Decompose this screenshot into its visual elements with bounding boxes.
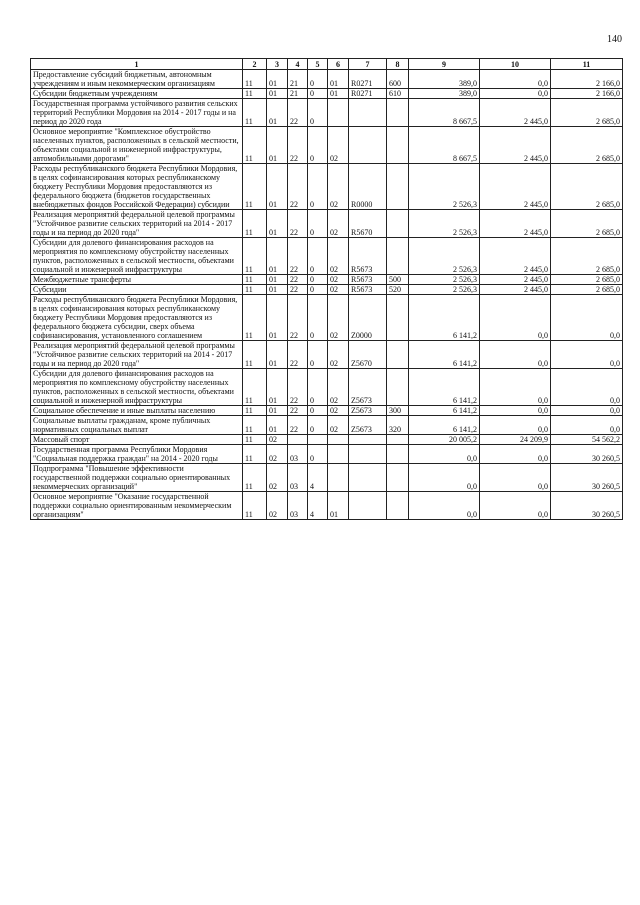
code-cell: 4 bbox=[308, 464, 328, 492]
code-cell: 11 bbox=[243, 416, 267, 435]
row-description: Субсидии для долевого финансирования расходов на мероприятия по комплексному обустройству населенных пунктов, расположенных в сельской местности, объектами социальной и инженерной инфраструктуры bbox=[31, 238, 243, 275]
amount-cell: 0,0 bbox=[551, 416, 623, 435]
code-cell: Z5673 bbox=[349, 416, 387, 435]
table-row bbox=[31, 445, 623, 464]
row-description: Социальное обеспечение и иные выплаты населению bbox=[31, 406, 243, 416]
row-description: Межбюджетные трансферты bbox=[31, 275, 243, 285]
code-cell bbox=[387, 435, 409, 445]
amount-cell: 2 445,0 bbox=[480, 127, 551, 164]
code-cell: 21 bbox=[288, 89, 308, 99]
page-number: 140 bbox=[607, 34, 622, 45]
code-cell: 0 bbox=[308, 127, 328, 164]
table-row bbox=[31, 238, 623, 275]
amount-cell: 2 685,0 bbox=[551, 127, 623, 164]
code-cell bbox=[349, 127, 387, 164]
code-cell: 22 bbox=[288, 369, 308, 406]
amount-cell: 0,0 bbox=[551, 295, 623, 341]
table-row bbox=[31, 295, 623, 341]
code-cell: 01 bbox=[267, 406, 288, 416]
code-cell bbox=[308, 435, 328, 445]
column-header: 10 bbox=[480, 59, 551, 70]
code-cell: 02 bbox=[328, 127, 349, 164]
code-cell: 11 bbox=[243, 464, 267, 492]
amount-cell: 6 141,2 bbox=[409, 406, 480, 416]
column-header: 8 bbox=[387, 59, 409, 70]
amount-cell: 6 141,2 bbox=[409, 295, 480, 341]
table-row bbox=[31, 89, 623, 99]
code-cell: 01 bbox=[267, 341, 288, 369]
table-row bbox=[31, 406, 623, 416]
amount-cell: 0,0 bbox=[480, 445, 551, 464]
code-cell: 02 bbox=[328, 295, 349, 341]
code-cell: 01 bbox=[267, 369, 288, 406]
code-cell: 600 bbox=[387, 70, 409, 89]
code-cell: 0 bbox=[308, 99, 328, 127]
amount-cell: 0,0 bbox=[480, 89, 551, 99]
amount-cell: 2 445,0 bbox=[480, 99, 551, 127]
code-cell: 22 bbox=[288, 341, 308, 369]
code-cell: 0 bbox=[308, 275, 328, 285]
amount-cell: 30 260,5 bbox=[551, 445, 623, 464]
table-body bbox=[31, 70, 623, 520]
amount-cell: 0,0 bbox=[409, 492, 480, 520]
code-cell: 0 bbox=[308, 285, 328, 295]
header-row bbox=[31, 59, 623, 70]
code-cell: 02 bbox=[267, 464, 288, 492]
amount-cell: 24 209,9 bbox=[480, 435, 551, 445]
code-cell: 0 bbox=[308, 416, 328, 435]
code-cell: 02 bbox=[328, 341, 349, 369]
code-cell: 03 bbox=[288, 492, 308, 520]
column-header: 4 bbox=[288, 59, 308, 70]
amount-cell: 6 141,2 bbox=[409, 416, 480, 435]
code-cell: Z5673 bbox=[349, 406, 387, 416]
column-header: 6 bbox=[328, 59, 349, 70]
code-cell: 11 bbox=[243, 127, 267, 164]
amount-cell: 0,0 bbox=[480, 464, 551, 492]
code-cell: 11 bbox=[243, 210, 267, 238]
amount-cell: 2 685,0 bbox=[551, 210, 623, 238]
amount-cell: 2 685,0 bbox=[551, 238, 623, 275]
table-row bbox=[31, 492, 623, 520]
code-cell: 22 bbox=[288, 416, 308, 435]
code-cell: 02 bbox=[328, 369, 349, 406]
table-row bbox=[31, 127, 623, 164]
row-description: Основное мероприятие "Комплексное обустройство населенных пунктов, расположенных в сельской местности, объектами социальной и инженерной инфраструктуры, автомобильными дорогами" bbox=[31, 127, 243, 164]
code-cell bbox=[288, 435, 308, 445]
code-cell: 11 bbox=[243, 99, 267, 127]
row-description: Основное мероприятие "Оказание государственной поддержки социально ориентированным некоммерческим организациям" bbox=[31, 492, 243, 520]
row-description: Реализация мероприятий федеральной целевой программы "Устойчивое развитие сельских территорий на 2014 - 2017 годы и на период до 2020 года" bbox=[31, 341, 243, 369]
amount-cell: 0,0 bbox=[480, 406, 551, 416]
code-cell: 01 bbox=[267, 99, 288, 127]
code-cell: 21 bbox=[288, 70, 308, 89]
code-cell: 02 bbox=[328, 238, 349, 275]
code-cell: 02 bbox=[328, 285, 349, 295]
code-cell: 11 bbox=[243, 238, 267, 275]
code-cell: 11 bbox=[243, 275, 267, 285]
code-cell: 11 bbox=[243, 341, 267, 369]
amount-cell: 389,0 bbox=[409, 70, 480, 89]
code-cell: 02 bbox=[267, 445, 288, 464]
amount-cell: 8 667,5 bbox=[409, 127, 480, 164]
code-cell: 11 bbox=[243, 285, 267, 295]
code-cell: 01 bbox=[267, 295, 288, 341]
code-cell: 500 bbox=[387, 275, 409, 285]
amount-cell: 2 685,0 bbox=[551, 285, 623, 295]
table-row bbox=[31, 210, 623, 238]
amount-cell: 0,0 bbox=[551, 406, 623, 416]
code-cell bbox=[349, 99, 387, 127]
code-cell bbox=[387, 341, 409, 369]
code-cell: 02 bbox=[328, 275, 349, 285]
code-cell: 01 bbox=[328, 70, 349, 89]
table-row bbox=[31, 369, 623, 406]
amount-cell: 20 005,2 bbox=[409, 435, 480, 445]
code-cell: 0 bbox=[308, 369, 328, 406]
code-cell bbox=[387, 445, 409, 464]
code-cell: 22 bbox=[288, 406, 308, 416]
code-cell: 11 bbox=[243, 492, 267, 520]
amount-cell: 2 166,0 bbox=[551, 70, 623, 89]
table-row bbox=[31, 70, 623, 89]
code-cell bbox=[387, 210, 409, 238]
amount-cell: 2 526,3 bbox=[409, 275, 480, 285]
code-cell: 11 bbox=[243, 164, 267, 210]
amount-cell: 0,0 bbox=[480, 369, 551, 406]
code-cell bbox=[349, 492, 387, 520]
row-description: Подпрограмма "Повышение эффективности государственной поддержки социально ориентированных некоммерческих организаций" bbox=[31, 464, 243, 492]
row-description: Субсидии bbox=[31, 285, 243, 295]
column-header: 7 bbox=[349, 59, 387, 70]
code-cell: 0 bbox=[308, 70, 328, 89]
amount-cell: 0,0 bbox=[480, 295, 551, 341]
amount-cell: 0,0 bbox=[480, 416, 551, 435]
code-cell: 22 bbox=[288, 99, 308, 127]
code-cell: 320 bbox=[387, 416, 409, 435]
code-cell: Z0000 bbox=[349, 295, 387, 341]
code-cell: 02 bbox=[328, 406, 349, 416]
code-cell: 0 bbox=[308, 341, 328, 369]
code-cell: 0 bbox=[308, 295, 328, 341]
code-cell: 02 bbox=[328, 210, 349, 238]
table-row bbox=[31, 275, 623, 285]
code-cell bbox=[387, 164, 409, 210]
code-cell bbox=[387, 238, 409, 275]
amount-cell: 30 260,5 bbox=[551, 464, 623, 492]
code-cell: 01 bbox=[267, 285, 288, 295]
column-header: 1 bbox=[31, 59, 243, 70]
code-cell bbox=[328, 435, 349, 445]
amount-cell: 2 526,3 bbox=[409, 164, 480, 210]
amount-cell: 2 685,0 bbox=[551, 164, 623, 210]
code-cell: 0 bbox=[308, 238, 328, 275]
code-cell: 11 bbox=[243, 89, 267, 99]
row-description: Расходы республиканского бюджета Республики Мордовия, в целях софинансирования которых республиканскому бюджету Республики Мордовия предоставляются из федерального бюджета (бюджетов государственных внебюджетных фондов Российской Федерации) субсидии bbox=[31, 164, 243, 210]
code-cell: 610 bbox=[387, 89, 409, 99]
column-header: 5 bbox=[308, 59, 328, 70]
code-cell: 22 bbox=[288, 210, 308, 238]
amount-cell: 2 445,0 bbox=[480, 164, 551, 210]
code-cell: 11 bbox=[243, 70, 267, 89]
code-cell: 03 bbox=[288, 445, 308, 464]
amount-cell: 2 526,3 bbox=[409, 238, 480, 275]
column-header: 3 bbox=[267, 59, 288, 70]
code-cell: Z5673 bbox=[349, 369, 387, 406]
table-row bbox=[31, 416, 623, 435]
code-cell: R0271 bbox=[349, 89, 387, 99]
code-cell: 22 bbox=[288, 238, 308, 275]
code-cell bbox=[349, 435, 387, 445]
code-cell: 01 bbox=[328, 492, 349, 520]
code-cell: 11 bbox=[243, 406, 267, 416]
amount-cell: 2 526,3 bbox=[409, 285, 480, 295]
code-cell: 11 bbox=[243, 295, 267, 341]
code-cell: 11 bbox=[243, 369, 267, 406]
code-cell: 520 bbox=[387, 285, 409, 295]
row-description: Расходы республиканского бюджета Республики Мордовия, в целях софинансирования которых республиканскому бюджету Республики Мордовия предоставляются из федерального бюджета субсидии, сверх объема софинансирования, установленного соглашением bbox=[31, 295, 243, 341]
code-cell: 22 bbox=[288, 285, 308, 295]
amount-cell: 389,0 bbox=[409, 89, 480, 99]
amount-cell: 8 667,5 bbox=[409, 99, 480, 127]
code-cell bbox=[387, 295, 409, 341]
code-cell: 02 bbox=[267, 492, 288, 520]
code-cell: 22 bbox=[288, 295, 308, 341]
amount-cell: 6 141,2 bbox=[409, 341, 480, 369]
code-cell: 01 bbox=[267, 416, 288, 435]
code-cell: 0 bbox=[308, 445, 328, 464]
code-cell bbox=[387, 127, 409, 164]
code-cell bbox=[349, 464, 387, 492]
row-description: Государственная программа устойчивого развития сельских территорий Республики Мордовия на 2014 - 2017 годы и на период до 2020 года bbox=[31, 99, 243, 127]
row-description: Предоставление субсидий бюджетным, автономным учреждениям и иным некоммерческим организациям bbox=[31, 70, 243, 89]
code-cell: 02 bbox=[328, 416, 349, 435]
row-description: Массовый спорт bbox=[31, 435, 243, 445]
code-cell bbox=[328, 464, 349, 492]
amount-cell: 6 141,2 bbox=[409, 369, 480, 406]
amount-cell: 2 685,0 bbox=[551, 99, 623, 127]
table-row bbox=[31, 435, 623, 445]
amount-cell: 2 685,0 bbox=[551, 275, 623, 285]
code-cell bbox=[387, 99, 409, 127]
code-cell: 01 bbox=[267, 70, 288, 89]
code-cell bbox=[328, 445, 349, 464]
code-cell: 300 bbox=[387, 406, 409, 416]
amount-cell: 0,0 bbox=[551, 369, 623, 406]
code-cell bbox=[387, 492, 409, 520]
code-cell: 0 bbox=[308, 89, 328, 99]
amount-cell: 30 260,5 bbox=[551, 492, 623, 520]
code-cell: Z5670 bbox=[349, 341, 387, 369]
code-cell: 03 bbox=[288, 464, 308, 492]
code-cell: R5673 bbox=[349, 285, 387, 295]
amount-cell: 0,0 bbox=[409, 464, 480, 492]
code-cell: R5670 bbox=[349, 210, 387, 238]
code-cell: 0 bbox=[308, 210, 328, 238]
row-description: Социальные выплаты гражданам, кроме публичных нормативных социальных выплат bbox=[31, 416, 243, 435]
amount-cell: 0,0 bbox=[480, 341, 551, 369]
amount-cell: 0,0 bbox=[480, 492, 551, 520]
amount-cell: 2 526,3 bbox=[409, 210, 480, 238]
row-description: Реализация мероприятий федеральной целевой программы "Устойчивое развитие сельских территорий на 2014 - 2017 годы и на период до 2020 года" bbox=[31, 210, 243, 238]
table-row bbox=[31, 99, 623, 127]
row-description: Субсидии бюджетным учреждениям bbox=[31, 89, 243, 99]
code-cell: 22 bbox=[288, 275, 308, 285]
code-cell: 22 bbox=[288, 164, 308, 210]
table-row bbox=[31, 164, 623, 210]
code-cell: R0271 bbox=[349, 70, 387, 89]
amount-cell: 2 445,0 bbox=[480, 275, 551, 285]
table-row bbox=[31, 341, 623, 369]
code-cell: 01 bbox=[267, 275, 288, 285]
code-cell: R5673 bbox=[349, 275, 387, 285]
code-cell bbox=[387, 464, 409, 492]
row-description: Государственная программа Республики Мордовия "Социальная поддержка граждан" на 2014 - 2020 годы bbox=[31, 445, 243, 464]
column-header: 11 bbox=[551, 59, 623, 70]
code-cell: 01 bbox=[267, 127, 288, 164]
code-cell bbox=[349, 445, 387, 464]
code-cell: 0 bbox=[308, 406, 328, 416]
column-header: 9 bbox=[409, 59, 480, 70]
code-cell bbox=[328, 99, 349, 127]
budget-table bbox=[30, 58, 623, 520]
table-row bbox=[31, 464, 623, 492]
code-cell: 01 bbox=[328, 89, 349, 99]
amount-cell: 0,0 bbox=[480, 70, 551, 89]
row-description: Субсидии для долевого финансирования расходов на мероприятия по комплексному обустройству населенных пунктов, расположенных в сельской местности, объектами социальной и инженерной инфраструктуры bbox=[31, 369, 243, 406]
code-cell: 01 bbox=[267, 210, 288, 238]
code-cell bbox=[387, 369, 409, 406]
amount-cell: 2 445,0 bbox=[480, 285, 551, 295]
code-cell: 0 bbox=[308, 164, 328, 210]
amount-cell: 0,0 bbox=[409, 445, 480, 464]
code-cell: R0000 bbox=[349, 164, 387, 210]
code-cell: 4 bbox=[308, 492, 328, 520]
code-cell: 01 bbox=[267, 164, 288, 210]
code-cell: 02 bbox=[328, 164, 349, 210]
code-cell: 11 bbox=[243, 435, 267, 445]
column-header: 2 bbox=[243, 59, 267, 70]
code-cell: R5673 bbox=[349, 238, 387, 275]
code-cell: 11 bbox=[243, 445, 267, 464]
amount-cell: 54 562,2 bbox=[551, 435, 623, 445]
code-cell: 01 bbox=[267, 89, 288, 99]
amount-cell: 2 445,0 bbox=[480, 210, 551, 238]
amount-cell: 2 445,0 bbox=[480, 238, 551, 275]
amount-cell: 2 166,0 bbox=[551, 89, 623, 99]
amount-cell: 0,0 bbox=[551, 341, 623, 369]
code-cell: 01 bbox=[267, 238, 288, 275]
code-cell: 02 bbox=[267, 435, 288, 445]
table-row bbox=[31, 285, 623, 295]
code-cell: 22 bbox=[288, 127, 308, 164]
